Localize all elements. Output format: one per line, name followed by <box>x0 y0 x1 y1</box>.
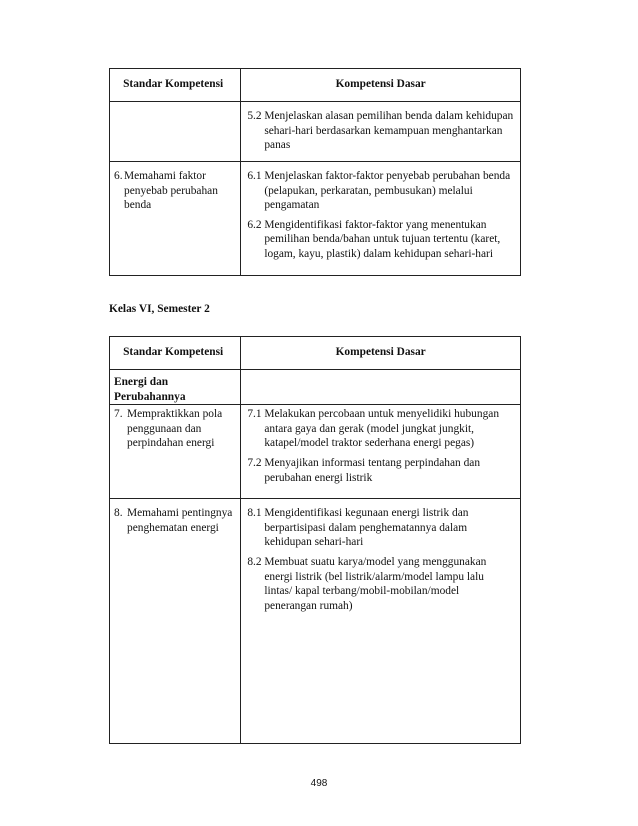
header-standar-kompetensi: Standar Kompetensi <box>110 69 241 102</box>
kd-item <box>247 218 514 262</box>
competency-table-2 <box>109 336 521 744</box>
table-row <box>110 405 521 499</box>
kd-item <box>247 169 514 213</box>
kd-number: 8.1 <box>247 507 262 520</box>
dasar-cell <box>241 102 521 162</box>
sk-text: Memahami faktor penyebab perubahan benda <box>124 170 218 212</box>
sk-number: 7. <box>114 408 123 421</box>
header-kompetensi-dasar: Kompetensi Dasar <box>241 337 521 370</box>
sk-text: Memahami pentingnya penghematan energi <box>127 507 233 534</box>
header-kompetensi-dasar: Kompetensi Dasar <box>241 69 521 102</box>
kd-number: 6.1 <box>247 170 262 182</box>
kd-text: Melakukan percobaan untuk menyelidiki hubungan antara gaya dan gerak (model jungkat jungkit, katapel/model traktor sederhana energi pegas) <box>264 408 500 450</box>
kd-text: Menjelaskan faktor-faktor penyebab perubahan benda (pelapukan, perkaratan, pembusukan) melalui pengamatan <box>264 170 511 212</box>
kd-text: Mengidentifikasi kegunaan energi listrik dan berpartisipasi dalam penghematannya dalam kehidupan sehari-hari <box>264 507 469 549</box>
kd-item <box>247 555 514 613</box>
sk-number: 6. <box>114 170 123 182</box>
dasar-cell <box>241 162 521 276</box>
kd-text: Menjelaskan alasan pemilihan benda dalam kehidupan sehari-hari berdasarkan kemampuan menghantarkan panas <box>264 110 514 152</box>
standar-cell <box>110 405 241 499</box>
standar-cell <box>110 162 241 276</box>
sk-item <box>114 506 236 535</box>
kd-item <box>247 407 514 451</box>
table-row <box>110 162 521 276</box>
table-row <box>110 499 521 744</box>
kd-number: 5.2 <box>247 110 262 122</box>
kd-number: 6.2 <box>247 218 262 231</box>
sk-text: Mempraktikkan pola penggunaan dan perpindahan energi <box>127 408 223 450</box>
kd-number: 8.2 <box>247 555 262 568</box>
kd-item <box>247 506 514 550</box>
table-row <box>110 102 521 162</box>
competency-table-1 <box>109 68 521 276</box>
sk-number: 8. <box>114 507 123 520</box>
page-number: 498 <box>310 778 328 789</box>
subheading: Energi dan Perubahannya <box>114 376 186 403</box>
kd-item <box>247 109 514 153</box>
header-standar-kompetensi: Standar Kompetensi <box>110 337 241 370</box>
sk-item <box>114 407 236 451</box>
kd-item <box>247 456 514 485</box>
kd-text: Menyajikan informasi tentang perpindahan dan perubahan energi listrik <box>264 456 481 484</box>
dasar-cell <box>241 370 521 405</box>
sk-item <box>114 169 236 213</box>
section-heading: Kelas VI, Semester 2 <box>109 303 210 315</box>
table-row <box>110 370 521 405</box>
dasar-cell <box>241 499 521 744</box>
kd-number: 7.2 <box>247 456 262 469</box>
standar-cell <box>110 499 241 744</box>
standar-cell <box>110 370 241 405</box>
standar-cell <box>110 102 241 162</box>
table-header-row <box>110 69 521 102</box>
table-header-row <box>110 337 521 370</box>
kd-text: Membuat suatu karya/model yang menggunakan energi listrik (bel listrik/alarm/model lampu lalu lintas/ kapal terbang/mobil-mobilan/model penerangan rumah) <box>264 555 487 612</box>
dasar-cell <box>241 405 521 499</box>
kd-number: 7.1 <box>247 408 262 421</box>
kd-text: Mengidentifikasi faktor-faktor yang menentukan pemilihan benda/bahan untuk tujuan tertentu (karet, logam, kayu, plastik) dalam kehidupan sehari-hari <box>264 218 501 260</box>
